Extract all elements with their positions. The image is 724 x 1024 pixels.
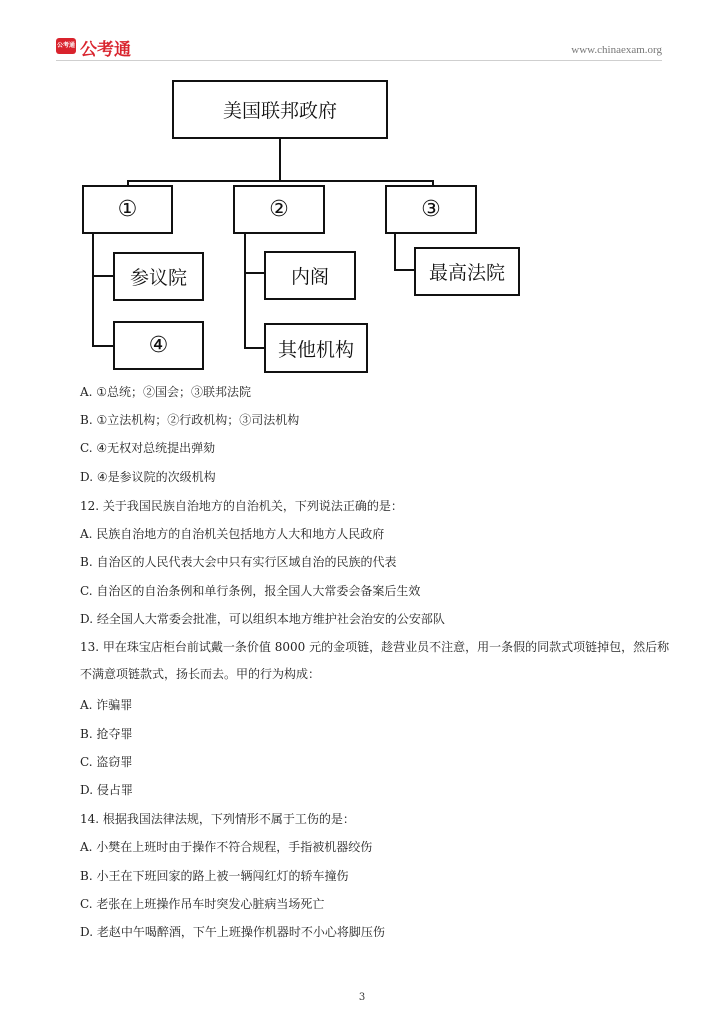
diagram-sub2a-box: 内阁: [264, 251, 356, 300]
q12-option-a: A. 民族自治地方的自治机关包括地方人大和地方人民政府: [80, 527, 385, 541]
q13-option-c: C. 盗窃罪: [80, 755, 133, 769]
q12-option-d: D. 经全国人大常委会批准，可以组织本地方维护社会治安的公安部队: [80, 612, 445, 626]
header-divider: [56, 60, 662, 61]
site-url[interactable]: www.chinaexam.org: [571, 44, 662, 56]
q14-option-a: A. 小樊在上班时由于操作不符合规程，手指被机器绞伤: [80, 840, 373, 854]
q12-stem: 12. 关于我国民族自治地方的自治机关，下列说法正确的是：: [80, 499, 403, 513]
q13-option-d: D. 侵占罪: [80, 783, 133, 797]
q14-option-d: D. 老赵中午喝醉酒，下午上班操作机器时不小心将脚压伤: [80, 925, 385, 939]
diagram-sub1a-box: 参议院: [113, 252, 204, 301]
diagram-branch1-box: ①: [82, 185, 173, 234]
connector-horizontal: [127, 180, 433, 182]
q11-option-b: B. ①立法机构；②行政机构；③司法机构: [80, 413, 300, 427]
diagram-branch2-box: ②: [233, 185, 325, 234]
connector-branch2-vertical: [244, 234, 246, 348]
diagram-sub2b-box: 其他机构: [264, 323, 368, 373]
connector-root-down: [279, 139, 281, 181]
page-number: 3: [358, 992, 366, 1003]
connector-branch1-vertical: [92, 234, 94, 346]
q14-option-c: C. 老张在上班操作吊车时突发心脏病当场死亡: [80, 897, 325, 911]
logo-text: 公考通: [80, 40, 131, 60]
connector-to-sub3a: [394, 269, 415, 271]
q14-option-b: B. 小王在下班回家的路上被一辆闯红灯的轿车撞伤: [80, 869, 349, 883]
connector-branch3-vertical: [394, 234, 396, 270]
q11-option-c: C. ④无权对总统提出弹劾: [80, 441, 216, 455]
connector-to-sub2b: [244, 347, 265, 349]
q14-stem: 14. 根据我国法律法规，下列情形不属于工伤的是：: [80, 812, 355, 826]
q13-option-a: A. 诈骗罪: [80, 698, 133, 712]
q13-stem: 13. 甲在珠宝店柜台前试戴一条价值 8000 元的金项链，趁营业员不注意，用一条假的同款式项链掉包，然后称不满意项链款式，扬长而去。甲的行为构成：: [80, 640, 670, 681]
page-header: [56, 34, 662, 60]
logo-badge: 公考通: [56, 38, 76, 54]
diagram-sub3a-box: 最高法院: [414, 247, 520, 296]
q12-option-c: C. 自治区的自治条例和单行条例，报全国人大常委会备案后生效: [80, 584, 421, 598]
connector-to-sub1b: [92, 345, 114, 347]
q11-option-a: A. ①总统；②国会；③联邦法院: [80, 385, 252, 399]
q12-option-b: B. 自治区的人民代表大会中只有实行区域自治的民族的代表: [80, 555, 397, 569]
connector-to-sub1a: [92, 275, 114, 277]
q13-option-b: B. 抢夺罪: [80, 727, 133, 741]
diagram-sub1b-box: ④: [113, 321, 204, 370]
q11-option-d: D. ④是参议院的次级机构: [80, 470, 216, 484]
diagram-root-box: 美国联邦政府: [172, 80, 388, 139]
connector-to-sub2a: [244, 272, 265, 274]
diagram-branch3-box: ③: [385, 185, 477, 234]
